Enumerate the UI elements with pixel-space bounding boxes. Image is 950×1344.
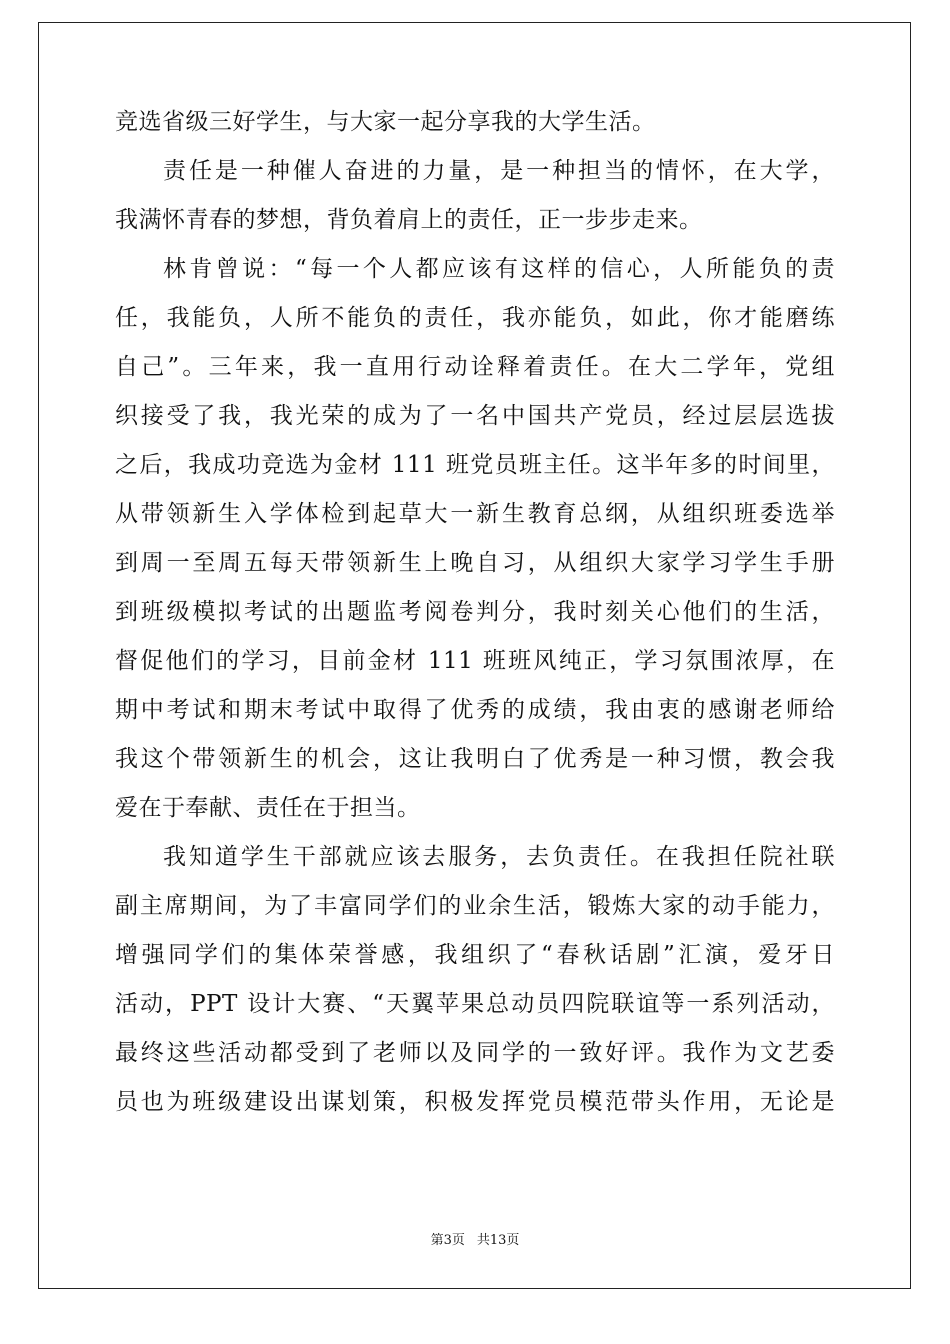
text-line: 期中考试和期末考试中取得了优秀的成绩，我由衷的感谢老师给 — [115, 697, 835, 723]
text-line: 员也为班级建设出谋划策，积极发挥党员模范带头作用，无论是 — [115, 1089, 835, 1115]
text-line: 爱在于奉献、责任在于担当。 — [115, 795, 421, 821]
text-line: 我知道学生干部就应该去服务，去负责任。在我担任院社联 — [163, 844, 835, 870]
text-line: 任，我能负，人所不能负的责任，我亦能负，如此，你才能磨练 — [115, 305, 835, 331]
text-line: 林肯曾说：“每一个人都应该有这样的信心，人所能负的责 — [163, 256, 835, 282]
page-footer — [0, 1232, 950, 1250]
text-line: 督促他们的学习，目前金材 111 班班风纯正，学习氛围浓厚，在 — [115, 648, 835, 674]
text-line: 织接受了我，我光荣的成为了一名中国共产党员，经过层层选拔 — [115, 403, 835, 429]
text-line: 自己”。三年来，我一直用行动诠释着责任。在大二学年，党组 — [115, 354, 835, 380]
text-line: 到周一至周五每天带领新生上晚自习，从组织大家学习学生手册 — [115, 550, 835, 576]
document-body — [115, 98, 835, 1127]
text-line: 最终这些活动都受到了老师以及同学的一致好评。我作为文艺委 — [115, 1040, 835, 1066]
text-line: 增强同学们的集体荣誉感，我组织了“春秋话剧”汇演，爱牙日 — [115, 942, 835, 968]
text-line: 到班级模拟考试的出题监考阅卷判分，我时刻关心他们的生活， — [115, 599, 835, 625]
page-number: 第3页 — [430, 1233, 465, 1248]
text-line: 责任是一种催人奋进的力量，是一种担当的情怀，在大学， — [163, 158, 835, 184]
text-line: 从带领新生入学体检到起草大一新生教育总纲，从组织班委选举 — [115, 501, 835, 527]
page-total: 共13页 — [476, 1233, 520, 1248]
text-line: 副主席期间，为了丰富同学们的业余生活，锻炼大家的动手能力， — [115, 893, 835, 919]
text-line: 活动，PPT 设计大赛、“天翼苹果总动员四院联谊等一系列活动， — [115, 991, 835, 1017]
text-line: 我这个带领新生的机会，这让我明白了优秀是一种习惯，教会我 — [115, 746, 835, 772]
text-line: 竞选省级三好学生，与大家一起分享我的大学生活。 — [115, 109, 656, 135]
text-line: 之后，我成功竞选为金材 111 班党员班主任。这半年多的时间里， — [115, 452, 835, 478]
text-line: 我满怀青春的梦想，背负着肩上的责任，正一步步走来。 — [115, 207, 703, 233]
